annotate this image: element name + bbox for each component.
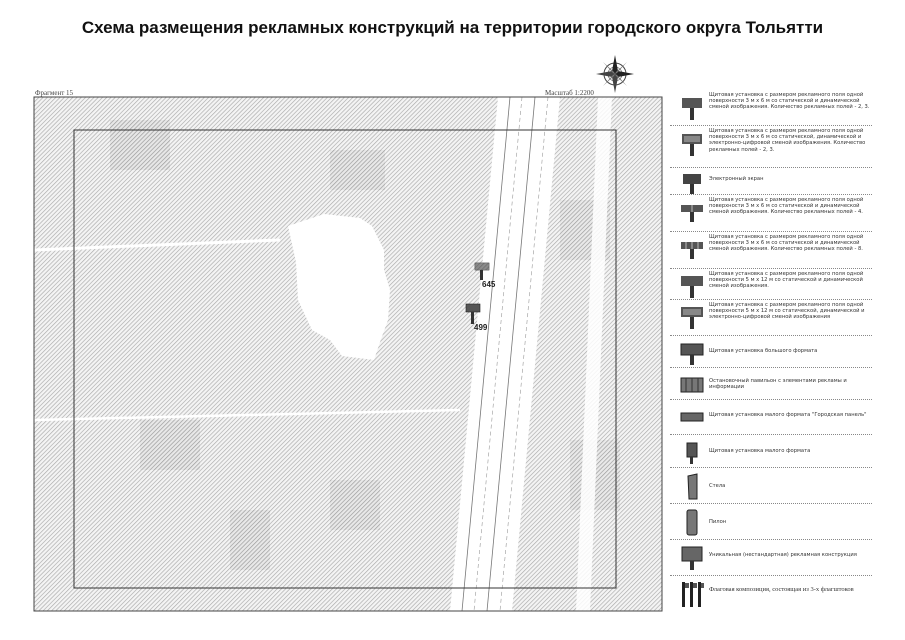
building bbox=[330, 150, 385, 190]
legend-item-2: Электронный экран bbox=[670, 168, 872, 195]
stop-pavilion-icon bbox=[680, 372, 704, 400]
billboard-3x6-four-icon bbox=[680, 199, 704, 227]
unique-art-object-icon bbox=[680, 544, 704, 572]
legend-item-0: Щитовая установка с размером рекламного поля одной поверхности 3 м х 6 м со статической и динамической сменой изображения. Количество рекламных полей - 2, 3. bbox=[670, 90, 872, 126]
legend-item-12: Пилон bbox=[670, 504, 872, 540]
marker-645-label: 645 bbox=[482, 280, 496, 289]
building bbox=[110, 120, 170, 170]
legend-item-14: Флаговая композиция, состоящая из 3-х флагштоков bbox=[670, 576, 872, 610]
pylon-icon bbox=[680, 508, 704, 536]
legend-item-11: Стела bbox=[670, 468, 872, 504]
small-format-city-board-icon bbox=[680, 404, 704, 432]
fragment-label: Фрагмент 15 bbox=[35, 89, 74, 97]
legend-item-7: Щитовая установка большого формата bbox=[670, 336, 872, 368]
stele-icon bbox=[680, 472, 704, 500]
billboard-5x12-digital-icon bbox=[680, 304, 704, 332]
legend-item-13: Уникальная (нестандартная) рекламная конструкция bbox=[670, 540, 872, 576]
legend-item-9: Щитовая установка малого формата "Городская панель" bbox=[670, 400, 872, 435]
billboard-3x6-digital-icon bbox=[680, 130, 704, 158]
billboard-5x12-static-icon bbox=[680, 273, 704, 301]
billboard-3x6-eight-icon bbox=[680, 236, 704, 264]
scale-label: Масштаб 1:2200 bbox=[545, 89, 594, 97]
legend-item-5: Щитовая установка с размером рекламного поля одной поверхности 5 м х 12 м со статической и динамической сменой изображения. bbox=[670, 269, 872, 300]
legend-item-3: Щитовая установка с размером рекламного поля одной поверхности 3 м х 6 м со статической и динамической сменой изображения. Количество рекламных полей - 4. bbox=[670, 195, 872, 232]
building bbox=[230, 510, 270, 570]
building bbox=[140, 420, 200, 470]
legend-item-4: Щитовая установка с размером рекламного поля одной поверхности 3 м х 6 м со статической и динамической сменой изображения. Количество рекламных полей - 8. bbox=[670, 232, 872, 269]
flag-composition-icon bbox=[680, 580, 704, 608]
page-title: Схема размещения рекламных конструкций на территории городского округа Тольятти bbox=[81, 18, 824, 37]
legend-item-6: Щитовая установка с размером рекламного поля одной поверхности 5 м х 12 м со статической, динамической и электронно-цифровой сменой изображения bbox=[670, 300, 872, 336]
building bbox=[330, 480, 380, 530]
legend-item-8: Остановочный павильон с элементами рекламы и информации bbox=[670, 368, 872, 400]
billboard-3x6-static-icon bbox=[680, 94, 704, 122]
marker-499-label: 499 bbox=[474, 323, 488, 332]
small-format-billboard-icon bbox=[680, 439, 704, 467]
large-format-billboard-icon bbox=[680, 340, 704, 368]
legend-item-10: Щитовая установка малого формата bbox=[670, 435, 872, 468]
legend-item-1: Щитовая установка с размером рекламного поля одной поверхности 3 м х 6 м со статической, динамической и электронно-цифровой сменой изображения. Количество рекламных полей - 2, 3. bbox=[670, 126, 872, 168]
